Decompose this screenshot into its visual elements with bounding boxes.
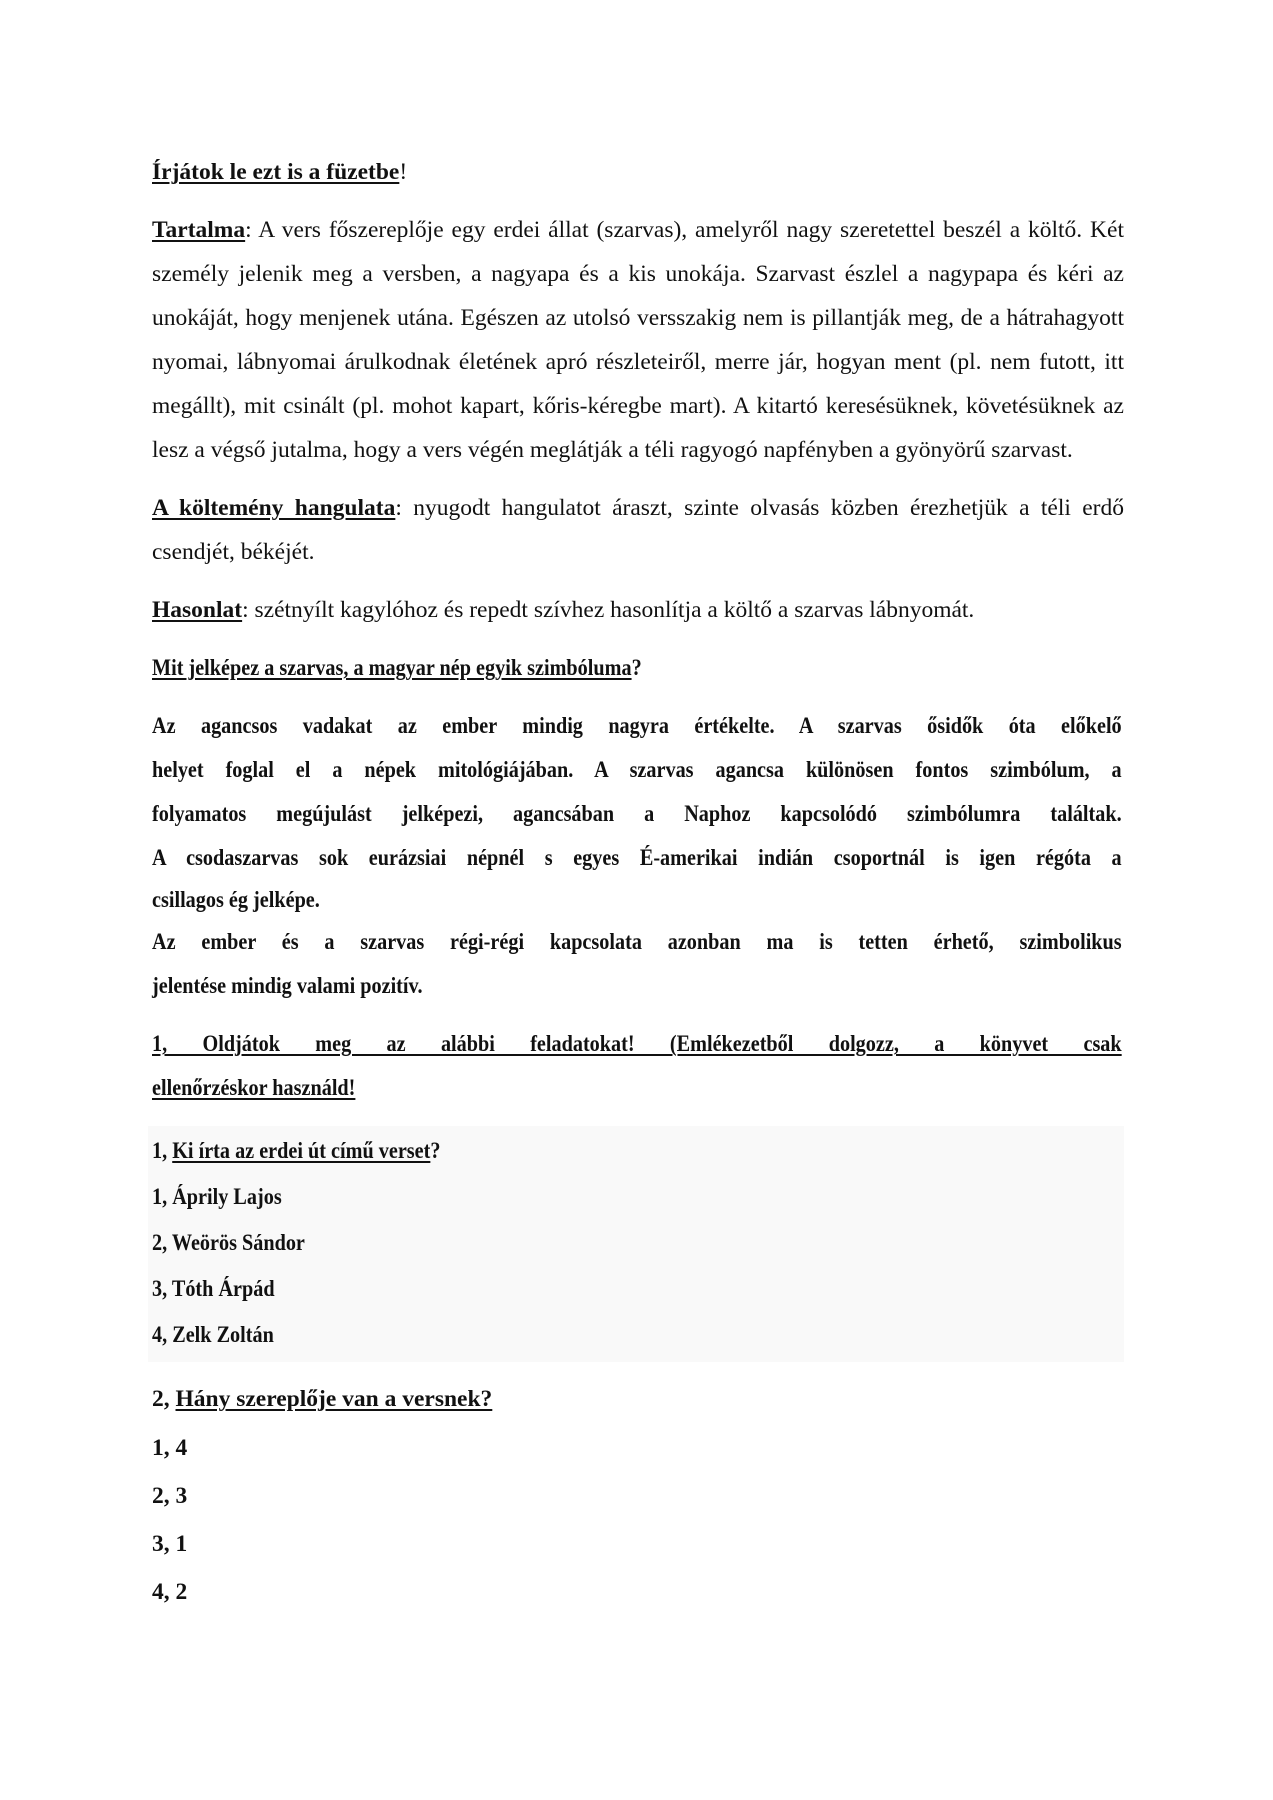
mood-text: : nyugodt hangulatot áraszt, szinte olvasás közben érezhetjük a téli erdő csendjét, békéjét. [152,495,1125,565]
symbol-heading-suffix: ? [631,655,642,681]
question-2-option: 1, 4 [152,1435,188,1461]
document-page [152,150,1124,1616]
question-1-title [152,1128,1124,1174]
question-1-option: 3, Tóth Árpád [152,1276,275,1302]
symbol-paragraph-2 [152,920,1124,1008]
question-1-option: 4, Zelk Zoltán [152,1322,274,1348]
symbol-line: jelentése mindig valami pozitív. [152,973,423,999]
symbol-heading [152,646,1124,690]
mood-label: A költemény hangulata [152,495,396,521]
question-2-option: 2, 3 [152,1483,188,1509]
question-2-number: 2, [152,1386,176,1412]
question-2-text: Hány szereplője van a versnek? [175,1386,493,1412]
symbol-line: csillagos ég jelképe. [152,887,320,913]
simile-paragraph [152,588,1124,632]
question-2-title [152,1374,1124,1424]
question-1-text: Ki írta az erdei út című verset [172,1138,431,1164]
task-heading-line: 1, Oldjátok meg az alábbi feladatokat! (Emlékezetből dolgozz, a könyvet csak [152,1031,1122,1057]
question-1-option: 1, Áprily Lajos [152,1184,282,1210]
question-1-suffix: ? [430,1138,441,1164]
symbol-line: folyamatos megújulást jelképezi, agancsában a Naphoz kapcsolódó szimbólumra találtak. [152,801,1122,827]
symbol-line: Az ember és a szarvas régi-régi kapcsolata azonban ma is tetten érhető, szimbolikus [152,929,1122,955]
task-heading [152,1022,1124,1110]
question-2-option: 4, 2 [152,1579,188,1605]
task-heading-line: ellenőrzéskor használd! [152,1075,356,1101]
content-text: : A vers főszereplője egy erdei állat (szarvas), amelyről nagy szeretettel beszél a költő. Két személy jelenik meg a versben, a nagyapa és a kis unokája. Szarvast észlel a nagypapa és kéri az unokáját, hogy menjenek utána. Egészen az utolsó versszakig nem is pillantják meg, de a hátrahagyott nyomai, lábnyomai árulkodnak életének apró részleteiről, merre jár, hogyan ment (pl. nem futott, itt megállt), mit csinált (pl. mohot kapart, kőris-kéregbe mart). A kitartó keresésüknek, követésüknek az lesz a végső jutalma, hogy a vers végén meglátják a téli ragyogó napfényben a gyönyörű szarvast. [152,217,1124,463]
symbol-line: A csodaszarvas sok eurázsiai népnél s egyes É-amerikai indián csoportnál is igen régóta a [152,845,1122,871]
symbol-line: Az agancsos vadakat az ember mindig nagyra értékelte. A szarvas ősidők óta előkelő [152,713,1122,739]
mood-paragraph [152,486,1124,574]
question-2-option: 3, 1 [152,1531,188,1557]
symbol-heading-text: Mit jelképez a szarvas, a magyar nép egyik szimbóluma [152,655,632,681]
simile-text: : szétnyílt kagylóhoz és repedt szívhez hasonlítja a költő a szarvas lábnyomát. [242,597,975,623]
content-paragraph [152,208,1124,472]
question-1-block [148,1126,1124,1362]
symbol-paragraph-1 [152,704,1124,920]
instruction-suffix: ! [399,159,408,185]
simile-label: Hasonlat [152,597,243,623]
content-label: Tartalma [152,217,246,243]
question-1-option: 2, Weörös Sándor [152,1230,305,1256]
instruction-label: Írjátok le ezt is a füzetbe [152,159,400,185]
question-1-number: 1, [152,1138,173,1164]
instruction-line [152,150,1124,194]
symbol-line: helyet foglal el a népek mitológiájában. A szarvas agancsa különösen fontos szimbólum, a [152,757,1122,783]
question-2-block [152,1374,1124,1616]
